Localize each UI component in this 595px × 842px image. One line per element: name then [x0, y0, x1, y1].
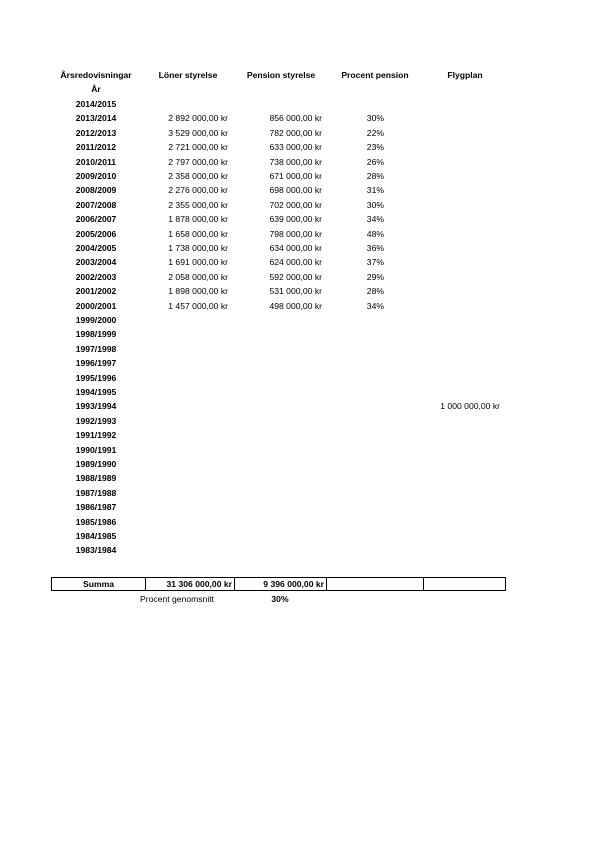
row-loner: 3 529 000,00 kr: [168, 127, 228, 138]
row-pension: 633 000,00 kr: [269, 142, 322, 153]
row-year: 1984/1985: [75, 531, 117, 541]
row-procent: 31%: [366, 185, 384, 196]
row-loner: 1 878 000,00 kr: [168, 214, 228, 225]
header-pension: Pension styrelse: [246, 70, 316, 80]
row-procent: 26%: [366, 156, 384, 167]
row-procent: 30%: [366, 113, 384, 124]
row-loner: 2 276 000,00 kr: [168, 185, 228, 196]
row-pension: 624 000,00 kr: [269, 257, 322, 268]
average-value: 30%: [271, 594, 289, 604]
summary-divider: [326, 578, 327, 590]
row-year: 1995/1996: [75, 372, 117, 383]
row-year: 2002/2003: [75, 271, 117, 282]
header-procent: Procent pension: [341, 70, 409, 80]
row-loner: 2 797 000,00 kr: [168, 156, 228, 167]
row-procent: 23%: [366, 142, 384, 153]
row-procent: 29%: [366, 271, 384, 282]
row-loner: 1 658 000,00 kr: [168, 228, 228, 239]
row-year: 2007/2008: [75, 199, 117, 210]
row-year: 1993/1994: [75, 401, 117, 412]
row-year: 1997/1998: [75, 343, 117, 354]
row-pension: 531 000,00 kr: [269, 286, 322, 297]
row-year: 2009/2010: [75, 171, 117, 181]
header-year-line2: År: [91, 84, 101, 94]
row-loner: 2 058 000,00 kr: [168, 271, 228, 282]
header-loner: Löner styrelse: [158, 70, 218, 80]
row-flygplan: 1 000 000,00 kr: [440, 401, 500, 412]
row-pension: 634 000,00 kr: [269, 243, 322, 253]
row-loner: 2 358 000,00 kr: [168, 171, 228, 181]
row-year: 2001/2002: [75, 286, 117, 297]
row-year: 1992/1993: [75, 415, 117, 426]
row-pension: 782 000,00 kr: [269, 127, 322, 138]
row-year: 1987/1988: [75, 487, 117, 498]
row-loner: 1 738 000,00 kr: [168, 243, 228, 253]
row-pension: 738 000,00 kr: [269, 156, 322, 167]
row-year: 2013/2014: [75, 113, 117, 124]
row-loner: 1 691 000,00 kr: [168, 257, 228, 268]
row-procent: 28%: [366, 286, 384, 297]
row-procent: 28%: [366, 171, 384, 181]
row-pension: 856 000,00 kr: [269, 113, 322, 124]
row-year: 2011/2012: [75, 142, 117, 153]
row-year: 2008/2009: [75, 185, 117, 196]
row-year: 1996/1997: [75, 358, 117, 369]
row-procent: 30%: [366, 199, 384, 210]
row-pension: 671 000,00 kr: [269, 171, 322, 181]
row-pension: 498 000,00 kr: [269, 300, 322, 311]
row-year: 2003/2004: [75, 257, 117, 268]
row-loner: 1 898 000,00 kr: [168, 286, 228, 297]
row-pension: 702 000,00 kr: [269, 199, 322, 210]
row-year: 2004/2005: [75, 243, 117, 253]
row-loner: 2 892 000,00 kr: [168, 113, 228, 124]
row-procent: 22%: [366, 127, 384, 138]
row-loner: 1 457 000,00 kr: [168, 300, 228, 311]
row-procent: 48%: [366, 228, 384, 239]
summary-loner: 31 306 000,00 kr: [166, 579, 232, 589]
summary-row: [51, 577, 506, 591]
row-year: 2000/2001: [75, 300, 117, 311]
summary-pension: 9 396 000,00 kr: [263, 579, 324, 589]
row-procent: 36%: [366, 243, 384, 253]
row-year: 1988/1989: [75, 473, 117, 484]
row-loner: 2 355 000,00 kr: [168, 199, 228, 210]
row-year: 1994/1995: [75, 387, 117, 397]
row-year: 1986/1987: [75, 502, 117, 513]
row-year: 1989/1990: [75, 459, 117, 469]
row-year: 2006/2007: [75, 214, 117, 225]
row-procent: 34%: [366, 300, 384, 311]
row-year: 2012/2013: [75, 127, 117, 138]
row-procent: 34%: [366, 214, 384, 225]
row-year: 1985/1986: [75, 516, 117, 527]
row-year: 2005/2006: [75, 228, 117, 239]
row-year: 1983/1984: [75, 545, 117, 556]
row-pension: 798 000,00 kr: [269, 228, 322, 239]
row-year: 2010/2011: [75, 156, 117, 167]
row-year: 1990/1991: [75, 444, 117, 455]
row-year: 1991/1992: [75, 430, 117, 441]
row-pension: 698 000,00 kr: [269, 185, 322, 196]
row-pension: 592 000,00 kr: [269, 271, 322, 282]
row-year: 1998/1999: [75, 329, 117, 340]
row-loner: 2 721 000,00 kr: [168, 142, 228, 153]
summary-label: Summa: [82, 579, 115, 589]
average-label: Procent genomsnitt: [140, 594, 215, 604]
header-flygplan: Flygplan: [447, 70, 483, 80]
header-year-line1: Årsredovisningar: [60, 70, 132, 80]
row-year: 2014/2015: [75, 99, 117, 109]
row-pension: 639 000,00 kr: [269, 214, 322, 225]
row-year: 1999/2000: [75, 315, 117, 325]
row-procent: 37%: [366, 257, 384, 268]
summary-divider: [423, 578, 424, 590]
